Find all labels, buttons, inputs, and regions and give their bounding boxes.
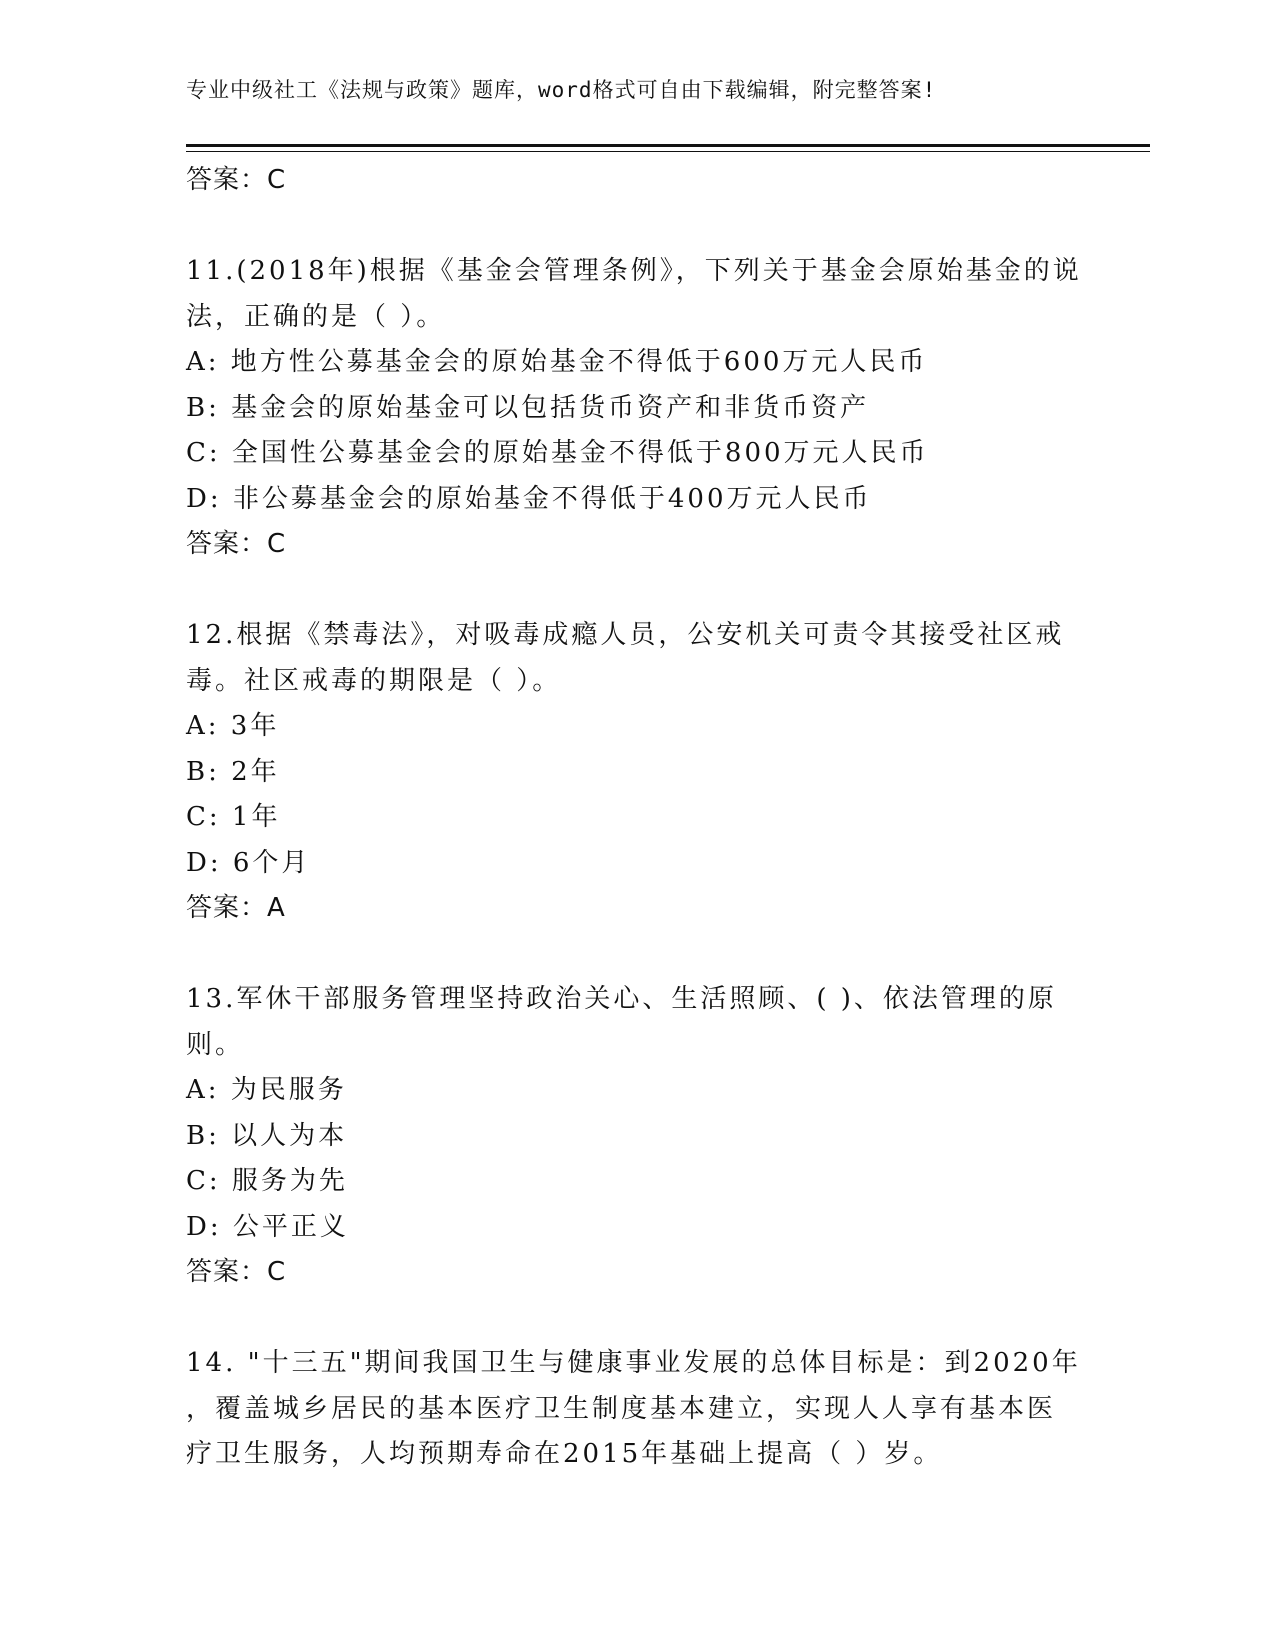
spacer	[186, 932, 1086, 978]
answer-line: 答案：C	[186, 529, 287, 559]
answer-line: 答案：C	[186, 165, 287, 195]
question-stem: 13.军休干部服务管理坚持政治关心、生活照顾、( )、依法管理的原	[186, 984, 1057, 1014]
question-stem: 毒。社区戒毒的期限是（ ）。	[186, 665, 562, 696]
question-stem: 疗卫生服务，人均预期寿命在2015年基础上提高（ ）岁。	[186, 1439, 943, 1469]
option-d: D: 6个月	[186, 847, 311, 878]
option-b: B: 基金会的原始基金可以包括货币资产和非货币资产	[186, 392, 870, 423]
document-body	[186, 158, 1086, 1478]
header-rule-thick	[186, 144, 1150, 147]
question-block	[186, 1341, 1086, 1478]
option-a: A: 地方性公募基金会的原始基金不得低于600万元人民币	[186, 347, 928, 377]
option-c: C: 服务为先	[186, 1166, 348, 1196]
question-block	[186, 613, 1086, 932]
spacer	[186, 204, 1086, 250]
question-block	[186, 249, 1086, 568]
spacer	[186, 568, 1086, 614]
option-d: D: 非公募基金会的原始基金不得低于400万元人民币	[186, 483, 872, 514]
option-a: A: 为民服务	[186, 1075, 347, 1105]
answer-line: 答案：C	[186, 1257, 287, 1287]
question-stem: 法，正确的是（ ）。	[186, 301, 446, 332]
question-stem: ，覆盖城乡居民的基本医疗卫生制度基本建立，实现人人享有基本医	[186, 1393, 1057, 1424]
question-stem: 12.根据《禁毒法》，对吸毒成瘾人员，公安机关可责令其接受社区戒	[186, 620, 1065, 650]
answer-line: 答案：A	[186, 893, 286, 923]
question-stem: 11.(2018年)根据《基金会管理条例》，下列关于基金会原始基金的说	[186, 256, 1082, 286]
question-stem: 则。	[186, 1029, 245, 1060]
option-b: B: 以人为本	[186, 1120, 348, 1151]
option-c: C: 全国性公募基金会的原始基金不得低于800万元人民币	[186, 438, 929, 468]
question-stem: 14. "十三五"期间我国卫生与健康事业发展的总体目标是：到2020年	[186, 1348, 1081, 1378]
option-b: B: 2年	[186, 756, 280, 787]
page-header: 专业中级社工《法规与政策》题库，word格式可自由下载编辑，附完整答案!	[186, 78, 937, 102]
option-d: D: 公平正义	[186, 1211, 349, 1242]
question-block	[186, 977, 1086, 1296]
spacer	[186, 1296, 1086, 1342]
header-rule-thin	[186, 151, 1150, 152]
option-a: A: 3年	[186, 711, 280, 741]
option-c: C: 1年	[186, 802, 281, 832]
